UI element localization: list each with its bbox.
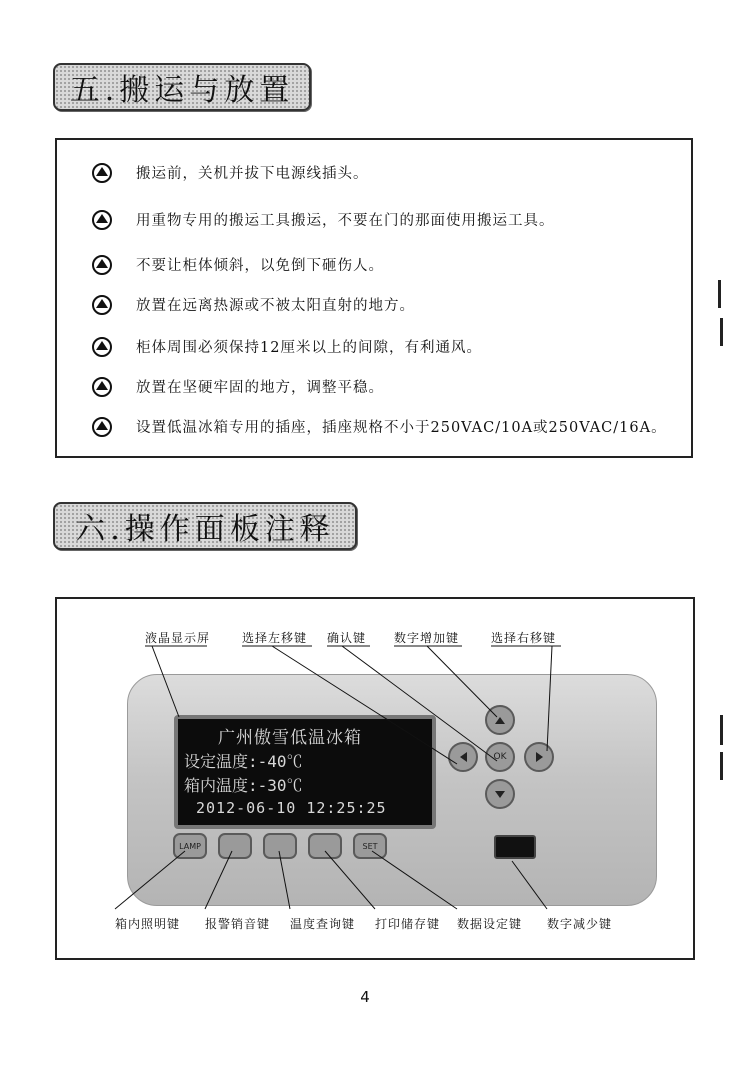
callout-mute-key-label: 报警销音键 (205, 917, 271, 931)
lcd-datetime-line: 2012-06-10 12:25:25 (196, 799, 387, 817)
callout-lcd-label: 液晶显示屏 (145, 631, 211, 645)
handling-notes-box (55, 138, 693, 458)
page-number: 4 (360, 988, 370, 1006)
binding-mark (720, 318, 723, 346)
control-panel-device (127, 674, 657, 906)
section-5-title: 五.搬运与放置 (53, 63, 311, 111)
note-text: 不要让柜体倾斜，以免倒下砸伤人。 (136, 258, 384, 274)
callout-right-key-label: 选择右移键 (491, 631, 557, 645)
lamp-key[interactable] (173, 833, 207, 859)
arrow-right-icon (536, 752, 543, 762)
arrow-down-icon (495, 791, 505, 798)
callout-ok-key-label: 确认键 (327, 631, 367, 645)
note-text: 用重物专用的搬运工具搬运，不要在门的那面使用搬运工具。 (136, 213, 555, 229)
lamp-key-label: LAMP (179, 841, 201, 851)
usb-port (494, 835, 536, 859)
note-text: 放置在坚硬牢固的地方，调整平稳。 (136, 380, 384, 396)
note-text: 柜体周围必须保持12厘米以上的间隙，有利通风。 (136, 340, 482, 356)
note-text: 设置低温冰箱专用的插座，插座规格不小于250VAC/10A或250VAC/16A。 (136, 420, 667, 436)
control-panel-figure (55, 597, 695, 960)
note-item (92, 209, 555, 230)
callout-up-key-label: 数字增加键 (394, 631, 460, 645)
binding-mark (718, 280, 721, 308)
note-item (92, 336, 482, 357)
lcd-inner-temp-line: 箱内温度:-30℃ (184, 776, 303, 795)
callout-temp-key-label: 温度查询键 (290, 917, 356, 931)
note-item (92, 416, 667, 437)
warning-triangle-icon (92, 210, 112, 230)
callout-print-key-label: 打印储存键 (375, 917, 441, 931)
warning-triangle-icon (92, 377, 112, 397)
arrow-up-icon (495, 717, 505, 724)
note-item (92, 162, 369, 183)
ok-key-label: OK (493, 752, 507, 762)
lcd-set-temp-line: 设定温度:-40℃ (184, 752, 303, 771)
warning-triangle-icon (92, 337, 112, 357)
note-item (92, 376, 384, 397)
callout-light-key-label: 箱内照明键 (115, 917, 181, 931)
warning-triangle-icon (92, 255, 112, 275)
mute-key[interactable] (218, 833, 252, 859)
down-key[interactable] (485, 779, 515, 809)
set-key-label: SET (362, 841, 378, 851)
callout-down-key-label: 数字减少键 (547, 917, 613, 931)
note-text: 放置在远离热源或不被太阳直射的地方。 (136, 298, 415, 314)
arrow-left-icon (460, 752, 467, 762)
callout-set-key-label: 数据设定键 (457, 917, 523, 931)
binding-mark (720, 752, 723, 780)
right-key[interactable] (524, 742, 554, 772)
note-item (92, 294, 415, 315)
section-6-title: 六.操作面板注释 (53, 502, 357, 550)
set-key[interactable] (353, 833, 387, 859)
left-key[interactable] (448, 742, 478, 772)
warning-triangle-icon (92, 417, 112, 437)
ok-key[interactable] (485, 742, 515, 772)
warning-triangle-icon (92, 295, 112, 315)
lcd-screen (174, 715, 436, 829)
temp-query-key[interactable] (263, 833, 297, 859)
note-text: 搬运前，关机并拔下电源线插头。 (136, 166, 369, 182)
lcd-title-line: 广州傲雪低温冰箱 (218, 728, 362, 748)
callout-left-key-label: 选择左移键 (242, 631, 308, 645)
warning-triangle-icon (92, 163, 112, 183)
note-item (92, 254, 384, 275)
up-key[interactable] (485, 705, 515, 735)
binding-mark (720, 715, 723, 745)
print-key[interactable] (308, 833, 342, 859)
